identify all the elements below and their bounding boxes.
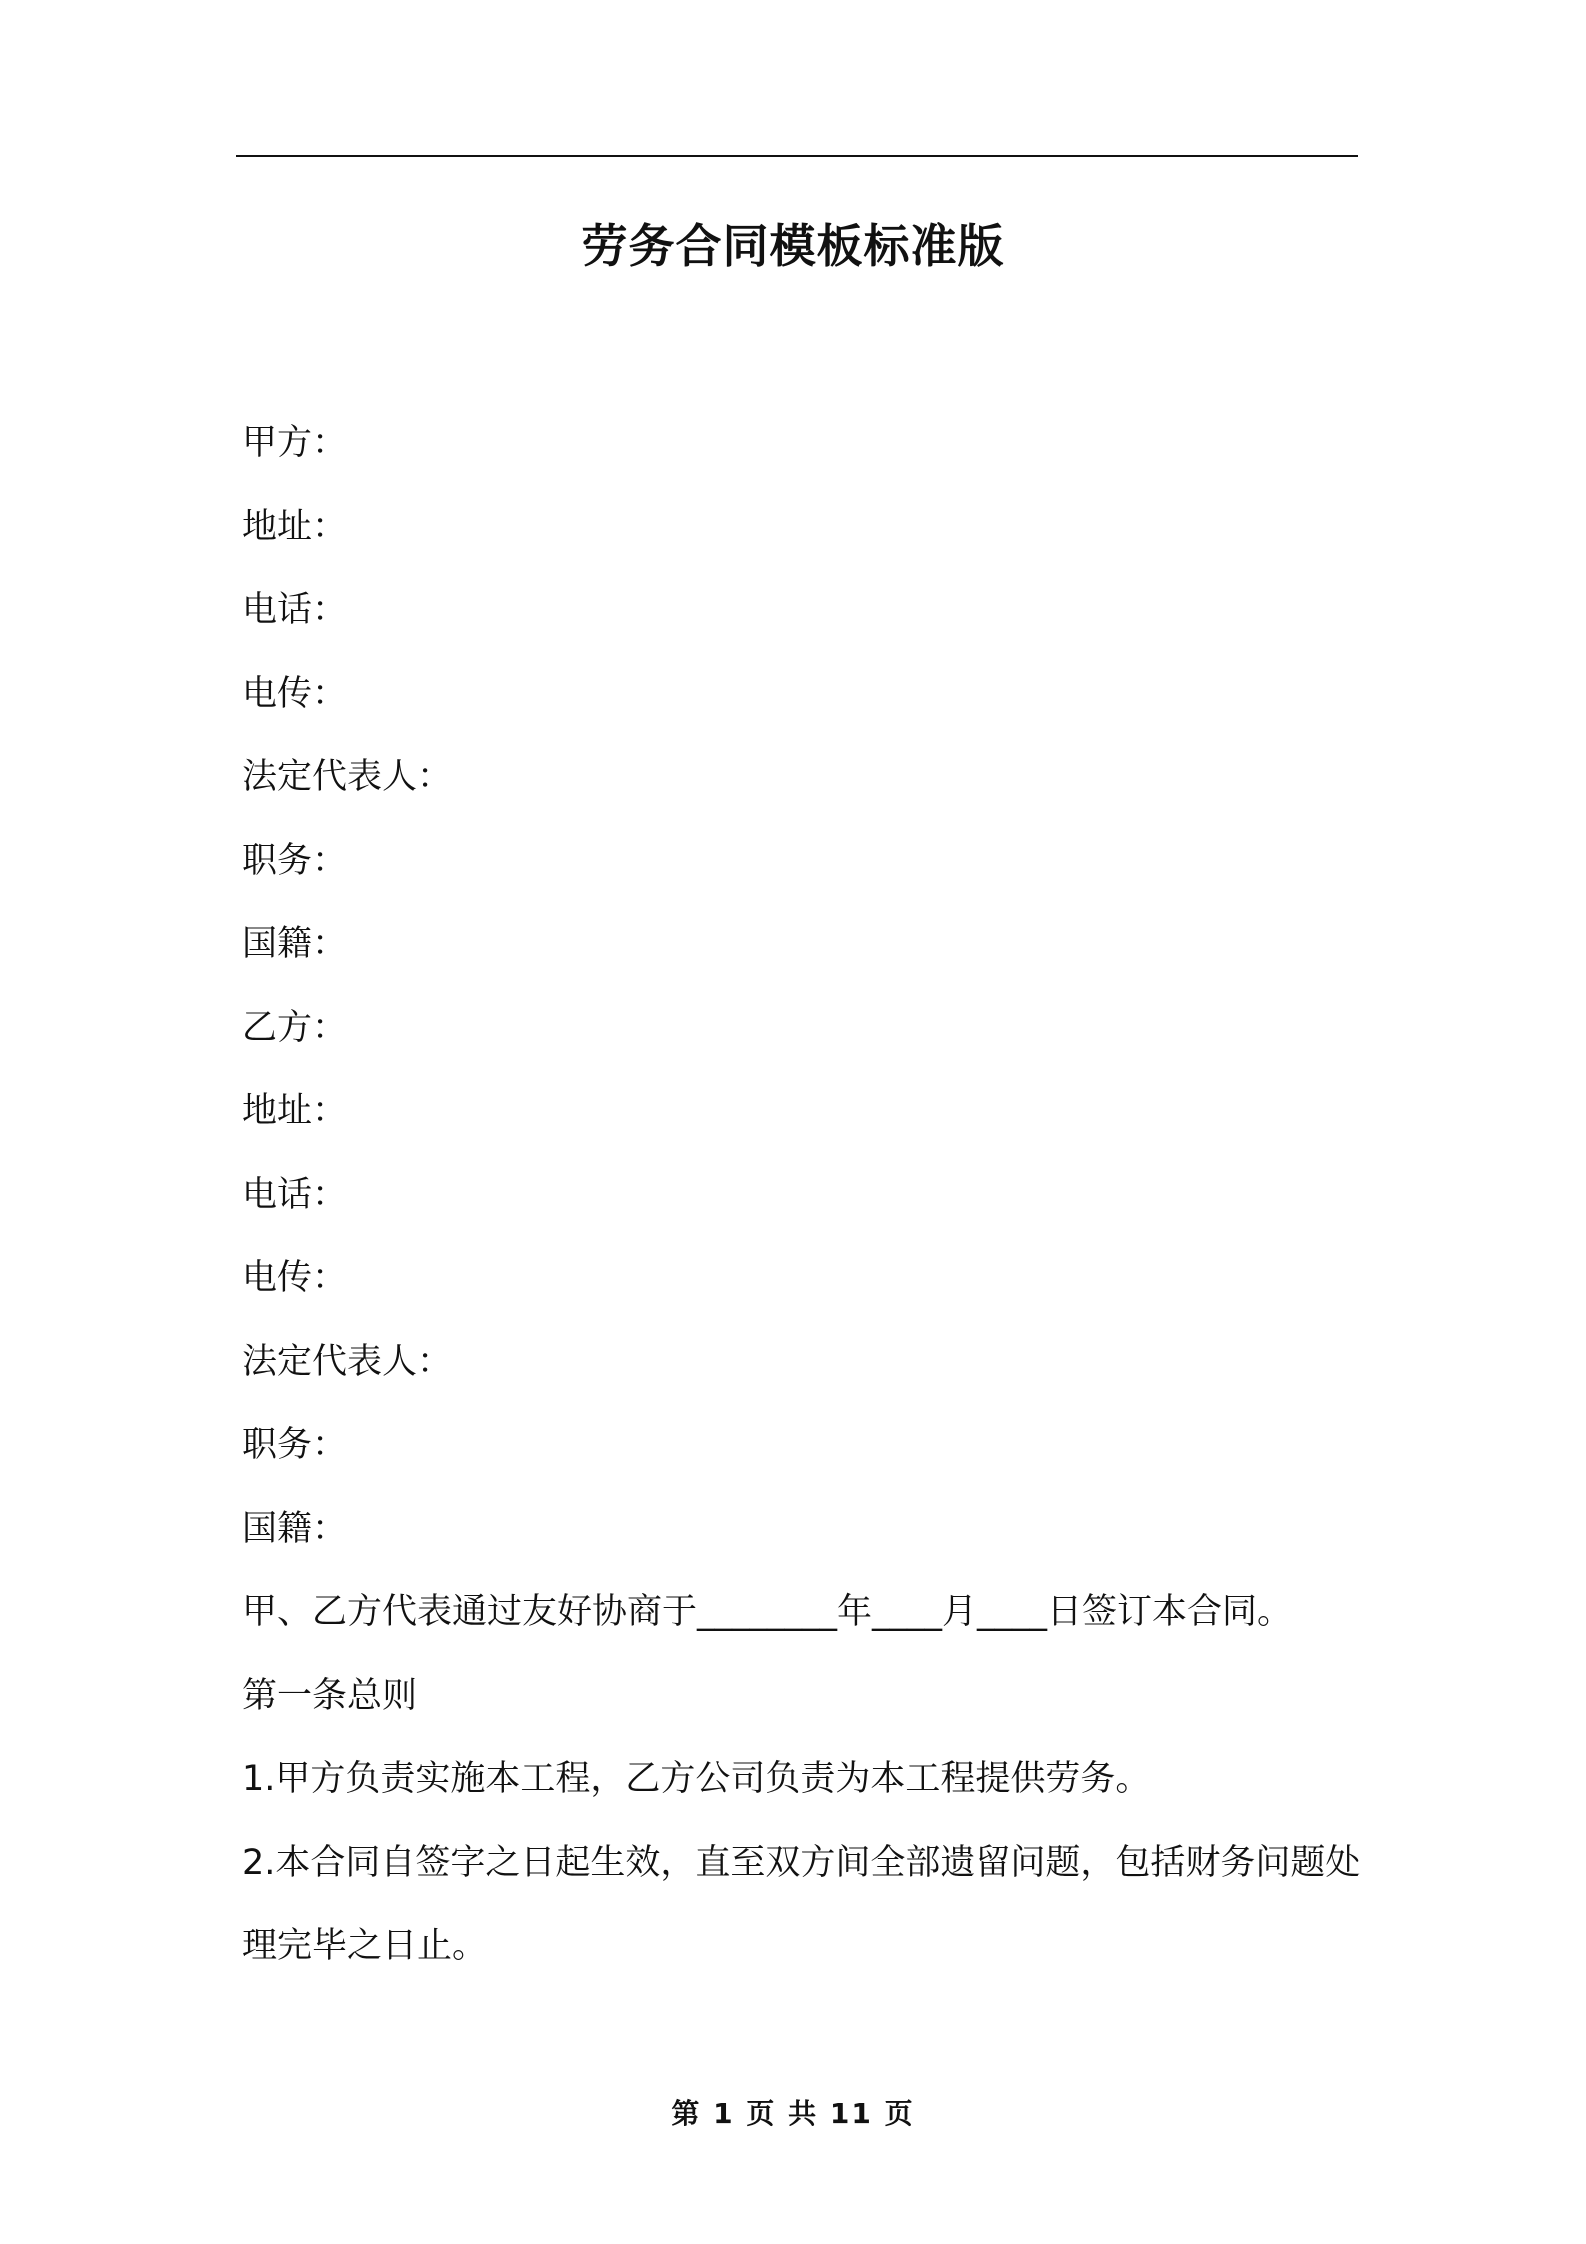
- field-party-b-address: 地址：: [242, 1091, 348, 1131]
- field-party-a-position: 职务：: [242, 840, 348, 881]
- field-party-a-nationality: 国籍：: [242, 924, 348, 964]
- field-party-a-legal-rep: 法定代表人：: [242, 757, 453, 797]
- header-rule: [236, 155, 1358, 157]
- field-party-b-phone: 电话：: [242, 1174, 348, 1215]
- page-number: 第 1 页 共 11 页: [671, 2097, 915, 2130]
- field-party-a-address: 地址：: [242, 506, 348, 547]
- field-party-a-fax: 电传：: [242, 673, 348, 714]
- document-title: 劳务合同模板标准版: [581, 219, 1005, 273]
- article-1-clause-2: 2.本合同自签字之日起生效，直至双方间全部遗留问题，包括财务问题处理完毕之日止。: [242, 1842, 1361, 1966]
- field-party-b-fax: 电传：: [242, 1258, 348, 1298]
- article-1-heading: 第一条总则: [242, 1675, 418, 1716]
- field-party-b-position: 职务：: [242, 1425, 348, 1465]
- field-party-a-phone: 电话：: [242, 590, 348, 630]
- field-party-b-nationality: 国籍：: [242, 1508, 348, 1549]
- article-1-clause-1: 1.甲方负责实施本工程，乙方公司负责为本工程提供劳务。: [242, 1759, 1151, 1799]
- document-body: [242, 402, 1372, 1989]
- signing-statement: 甲、乙方代表通过友好协商于________年____月____日签订本合同。: [242, 1592, 1293, 1632]
- field-party-b-legal-rep: 法定代表人：: [242, 1341, 453, 1382]
- field-party-b: 乙方：: [242, 1007, 348, 1048]
- field-party-a: 甲方：: [242, 423, 348, 463]
